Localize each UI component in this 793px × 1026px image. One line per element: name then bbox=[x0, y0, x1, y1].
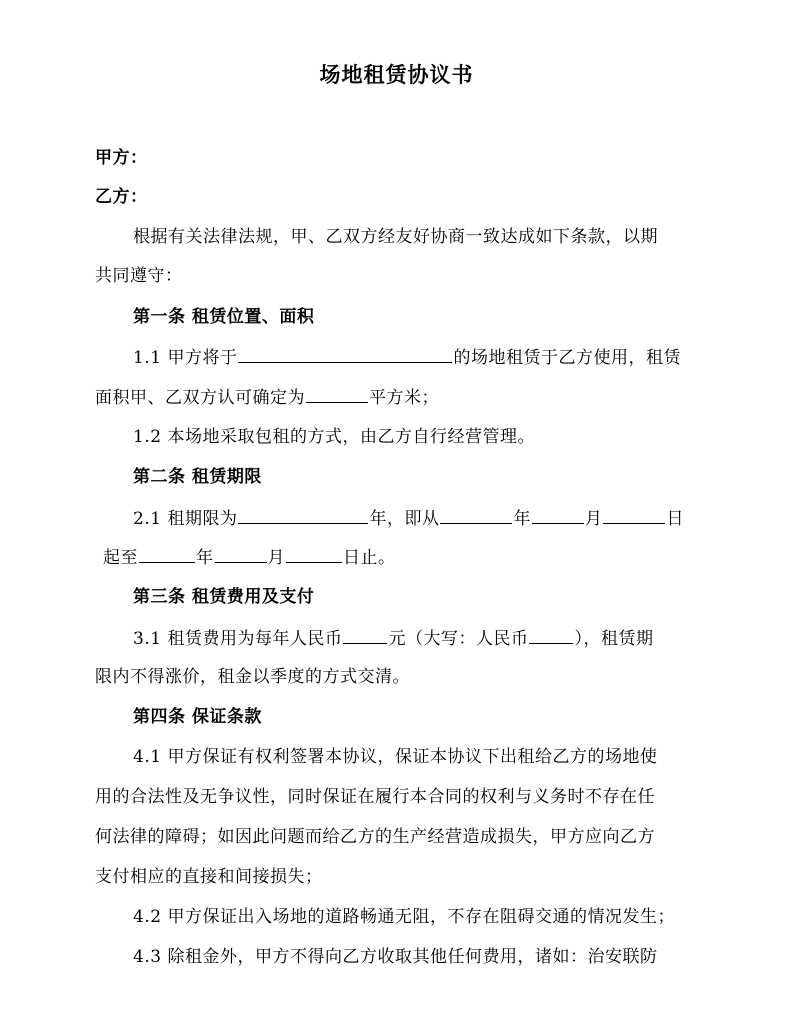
document-title: 场地租赁协议书 bbox=[319, 62, 474, 87]
area-blank[interactable] bbox=[306, 384, 368, 403]
clause-2-1-text-d: 月 bbox=[584, 509, 603, 529]
article-4-heading: 第四条 保证条款 bbox=[133, 707, 262, 727]
party-a-label: 甲方： bbox=[95, 148, 148, 168]
clause-2-1-text-b: 年，即从 bbox=[369, 509, 440, 529]
clause-1-1-text-d: 平方米； bbox=[369, 388, 439, 408]
clause-4-1-line-3: 何法律的障碍；如因此问题而给乙方的生产经营造成损失，甲方应向乙方 bbox=[95, 827, 655, 847]
party-b-label: 乙方： bbox=[95, 187, 148, 207]
clause-3-1-line-1 bbox=[133, 625, 707, 649]
start-year-blank[interactable] bbox=[440, 505, 512, 524]
article-1-heading: 第一条 租赁位置、面积 bbox=[133, 307, 315, 327]
clause-3-1-line-2: 限内不得涨价，租金以季度的方式交清。 bbox=[95, 667, 410, 687]
clause-4-1-line-4: 支付相应的直接和间接损失； bbox=[95, 867, 323, 887]
start-day-blank[interactable] bbox=[603, 505, 665, 524]
clause-1-1-line-2 bbox=[95, 384, 707, 408]
rent-amount-blank[interactable] bbox=[343, 625, 387, 644]
clause-2-1-text-f: 起至 bbox=[103, 548, 138, 568]
clause-1-1-line-1 bbox=[133, 344, 707, 368]
clause-2-1-text-i: 日止。 bbox=[343, 548, 396, 568]
location-blank[interactable] bbox=[238, 344, 452, 363]
clause-2-1-text-a: 2.1 租期限为 bbox=[133, 509, 238, 529]
intro-line-1: 根据有关法律法规，甲、乙双方经友好协商一致达成如下条款，以期 bbox=[133, 227, 658, 247]
clause-3-1-text-c: ），租赁期 bbox=[574, 629, 654, 649]
end-year-blank[interactable] bbox=[139, 544, 195, 563]
clause-2-1-text-g: 年 bbox=[196, 548, 214, 568]
clause-4-2: 4.2 甲方保证出入场地的道路畅通无阻，不存在阻碍交通的情况发生； bbox=[133, 907, 675, 927]
clause-1-1-text-a: 1.1 甲方将于 bbox=[133, 348, 238, 368]
clause-2-1-line-2 bbox=[103, 544, 715, 568]
clause-1-2: 1.2 本场地采取包租的方式，由乙方自行经营管理。 bbox=[133, 427, 535, 447]
clause-2-1-text-h: 月 bbox=[267, 548, 285, 568]
clause-2-1-text-e: 日 bbox=[666, 509, 684, 529]
rent-amount-words-blank[interactable] bbox=[529, 625, 573, 644]
clause-4-1-line-2: 用的合法性及无争议性，同时保证在履行本合同的权利与义务时不存在任 bbox=[95, 787, 655, 807]
start-month-blank[interactable] bbox=[532, 505, 584, 524]
clause-1-1-text-c: 面积甲、乙双方认可确定为 bbox=[95, 388, 305, 408]
end-day-blank[interactable] bbox=[286, 544, 342, 563]
clause-3-1-text-b: 元（大写：人民币 bbox=[388, 629, 529, 649]
lease-years-blank[interactable] bbox=[238, 505, 368, 524]
clause-1-1-text-b: 的场地租赁于乙方使用，租赁 bbox=[453, 348, 681, 368]
clause-2-1-line-1 bbox=[133, 505, 707, 529]
end-month-blank[interactable] bbox=[215, 544, 267, 563]
clause-2-1-text-c: 年 bbox=[513, 509, 531, 529]
article-3-heading: 第三条 租赁费用及支付 bbox=[133, 587, 315, 607]
intro-line-2: 共同遵守： bbox=[95, 266, 183, 286]
clause-4-1-line-1: 4.1 甲方保证有权利签署本协议，保证本协议下出租给乙方的场地使 bbox=[133, 747, 658, 767]
clause-4-3: 4.3 除租金外，甲方不得向乙方收取其他任何费用，诸如：治安联防 bbox=[133, 947, 658, 967]
article-2-heading: 第二条 租赁期限 bbox=[133, 467, 262, 487]
clause-3-1-text-a: 3.1 租赁费用为每年人民币 bbox=[133, 629, 343, 649]
